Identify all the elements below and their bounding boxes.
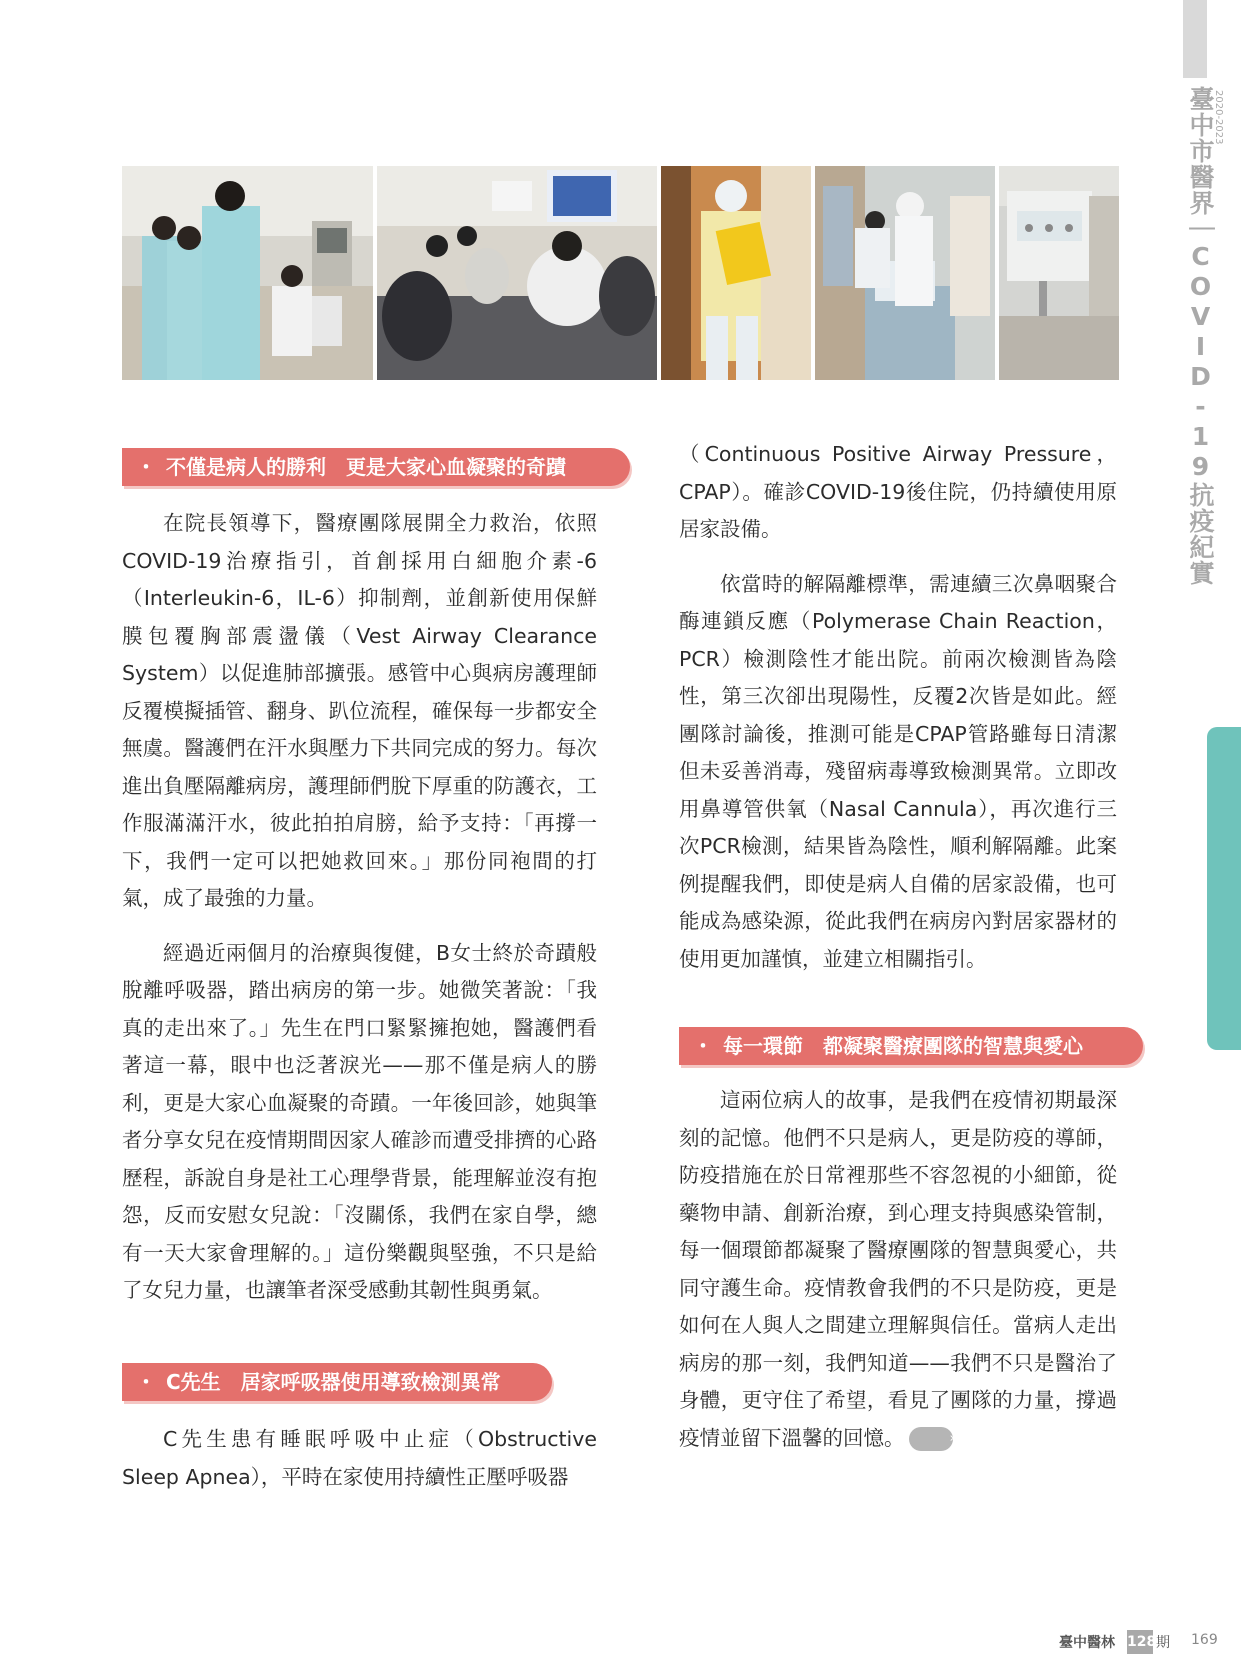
paragraph: 依當時的解隔離標準，需連續三次鼻咽聚合酶連鎖反應（Polymerase Chain Reaction，PCR）檢測陰性才能出院。前兩次檢測皆為陰性，第三次卻出現陽性，反覆2次皆是如此。經團隊討論後，推測可能是CPAP管路雖每日清潔但未妥善消毒，殘留病毒導致檢測異常。立即改用鼻導管供氧（Nasal Cannula），再次進行三次PCR檢測，結果皆為陰性，順利解隔離。此案例提醒我們，即使是病人自備的居家設備，也可能成為感染源，從此我們在病房內對居家器材的使用更加謹慎，並建立相關指引。 [679,571,1117,971]
section-heading-3 [679,1027,1143,1065]
paragraph: 在院長領導下，醫療團隊展開全力救治，依照COVID-19治療指引，首創採用白細胞介素-6（Interleukin-6，IL-6）抑制劑，並創新使用保鮮膜包覆胸部震盪儀（Vest Airway Clearance System）以促進肺部擴張。感管中心與病房護理師反覆模擬插管、翻身、趴位流程，確保每一步都安全無虞。醫護們在汗水與壓力下共同完成的努力。每次進出負壓隔離病房，護理師們脫下厚重的防護衣，工作服滿滿汗水，彼此拍拍肩膀，給予支持：「再撐一下，我們一定可以把她救回來。」那份同袍間的打氣，成了最強的力量。 [122,511,597,910]
magazine-name: 臺中醫林 [1059,1635,1115,1651]
heading-bullet: ・ [136,455,156,479]
side-section-title: 臺中市醫界｜COVID-19抗疫紀實 [1186,86,1215,586]
left-column-text-2 [122,1421,597,1513]
paragraph: （Continuous Positive Airway Pressure，CPAP）。確診COVID-19後住院，仍持續使用原居家設備。 [679,442,1117,541]
paragraph: C先生患有睡眠呼吸中止症（Obstructive Sleep Apnea），平時在家使用持續性正壓呼吸器 [122,1427,597,1489]
photo-protective-suit [661,166,811,380]
section-heading-3-text: 每一環節 都凝聚醫療團隊的智慧與愛心 [723,1034,1083,1058]
photo-meeting-room [377,166,657,380]
photo-strip [122,166,1119,380]
section-heading-2 [122,1363,552,1401]
photo-medical-device [999,166,1119,380]
issue-unit: 期 [1156,1635,1170,1651]
page-number: 169 [1191,1632,1218,1648]
heading-bullet: ・ [136,1370,156,1394]
paragraph-text: 這兩位病人的故事，是我們在疫情初期最深刻的記憶。他們不只是病人，更是防疫的導師，防疫措施在於日常裡那些不容忽視的小細節，從藥物申請、創新治療，到心理支持與感染管制，每一個環節都凝聚了醫療團隊的智慧與愛心，共同守護生命。疫情教會我們的不只是防疫，更是如何在人與人之間建立理解與信任。當病人走出病房的那一刻，我們知道——我們不只是醫治了身體，更守住了希望，看見了團隊的力量，撐過疫情並留下溫馨的回憶。 [679,1088,1117,1450]
heading-bullet: ・ [693,1034,713,1058]
left-column-text [122,505,597,1327]
side-gray-tab [1183,0,1207,78]
side-teal-tab [1207,727,1241,1050]
section-heading-1 [122,448,630,486]
right-column-text-2 [679,1082,1117,1474]
side-years: 2020-2023 [1213,90,1224,145]
section-heading-2-text: C先生 居家呼吸器使用導致檢測異常 [166,1370,501,1394]
photo-isolation-ward [815,166,995,380]
section-heading-1-text: 不僅是病人的勝利 更是大家心血凝聚的奇蹟 [166,455,566,479]
issue-number: 128 [1127,1630,1153,1654]
photo-staff-in-gowns [122,166,373,380]
paragraph [679,1082,1117,1457]
right-column-text [679,436,1117,995]
paragraph: 經過近兩個月的治療與復健，B女士終於奇蹟般脫離呼吸器，踏出病房的第一步。她微笑著說：「我真的走出來了。」先生在門口緊緊擁抱她，醫護們看著這一幕，眼中也泛著淚光——那不僅是病人的勝利，更是大家心血凝聚的奇蹟。一年後回診，她與筆者分享女兒在疫情期間因家人確診而遭受排擠的心路歷程，訴說自身是社工心理學背景，能理解並沒有抱怨，反而安慰女兒說：「沒關係，我們在家自學，總有一天大家會理解的。」這份樂觀與堅強，不只是給了女兒力量，也讓筆者深受感動其韌性與勇氣。 [122,940,597,1302]
end-arrow-icon: »» [909,1427,953,1451]
